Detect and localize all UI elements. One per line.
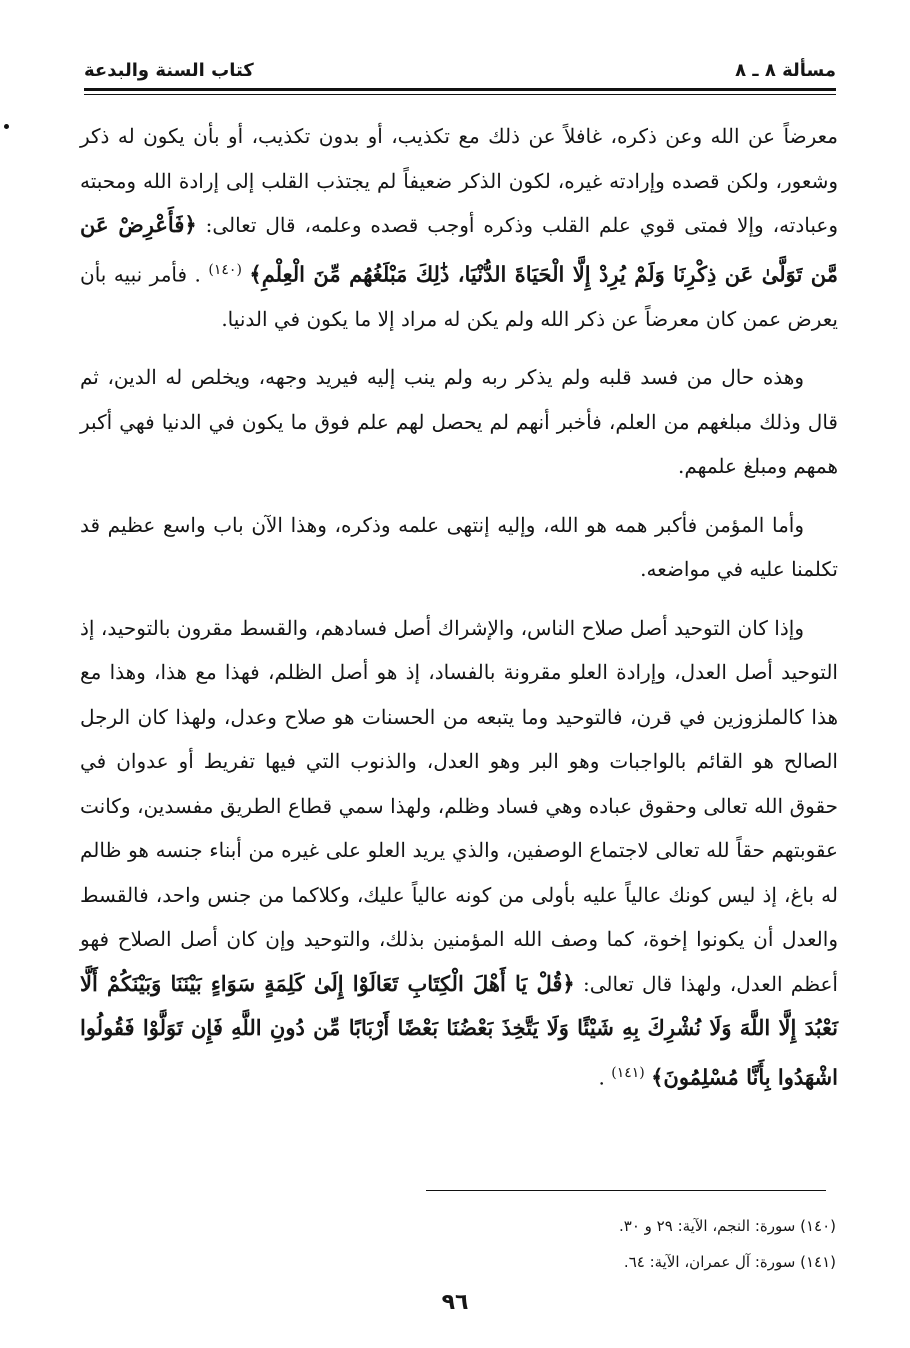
footnote-ref-141: (١٤١) — [611, 1064, 645, 1081]
footnote-separator — [426, 1190, 826, 1191]
paragraph-4-tail: . — [598, 1065, 605, 1090]
main-text — [80, 114, 838, 1114]
quran-verse-1: ﴿فَأَعْرِضْ عَن مَّن تَوَلَّىٰ عَن ذِكْرِنَا وَلَمْ يُرِدْ إِلَّا الْحَيَاةَ الدُّنْيَا، ذَٰلِكَ مَبْلَغُهُم مِّنَ الْعِلْمِ﴾ — [80, 212, 838, 287]
header-rule-thick — [84, 88, 836, 91]
page-number: ٩٦ — [441, 1290, 469, 1315]
paragraph-3: وأما المؤمن فأكبر همه هو الله، وإليه إنتهى علمه وذكره، وهذا الآن باب واسع عظيم قد تكلمنا عليه في مواضعه. — [80, 512, 838, 582]
issue-label: مسألة ٨ ـ ٨ — [735, 60, 836, 81]
footnote-140: (١٤٠) سورة: النجم، الآية: ٢٩ و ٣٠. — [618, 1217, 836, 1235]
paragraph-4 — [80, 606, 838, 1100]
paragraph-1-lead: معرضاً عن الله وعن ذكره، غافلاً عن ذلك مع تكذيب، أو بدون تكذيب، أو بأن يكون له ذكر وشعور، ولكن قصده وإرادته غيره، لكون الذكر ضعيفاً لم يجتذب القلب إلى إرادة الله ومحبته وعبادته، وإلا فمتى قوي علم القلب وذكره أوجب قصده وعلمه، قال تعالى: — [80, 124, 839, 237]
running-header — [84, 56, 836, 90]
book-title: كتاب السنة والبدعة — [84, 60, 254, 81]
paragraph-2: وهذه حال من فسد قلبه ولم يذكر ربه ولم ينب إليه فيريد وجهه، ويخلص له الدين، ثم قال وذلك مبلغهم من العلم، فأخبر أنهم لم يحصل لهم علم فوق ما يكون في الدنيا فهي أكبر همهم ومبلغ علمهم. — [80, 365, 838, 479]
footnote-ref-140: (١٤٠) — [208, 261, 242, 278]
quran-verse-2: ﴿قُلْ يَا أَهْلَ الْكِتَابِ تَعَالَوْا إِلَىٰ كَلِمَةٍ سَوَاءٍ بَيْنَنَا وَبَيْنَكُمْ أَلَّا نَعْبُدَ إِلَّا اللَّهَ وَلَا نُشْرِكَ بِهِ شَيْئًا وَلَا يَتَّخِذَ بَعْضُنَا بَعْضًا أَرْبَابًا مِّن دُونِ اللَّهِ فَإِن تَوَلَّوْا فَقُولُوا اشْهَدُوا بِأَنَّا مُسْلِمُونَ﴾ — [80, 970, 838, 1090]
footnotes — [84, 1208, 836, 1280]
paragraph-1-tail: . فأمر نبيه بأن يعرض عمن كان معرضاً عن ذكر الله ولم يكن له مراد إلا ما يكون في الدنيا. — [80, 262, 838, 331]
margin-mark — [4, 124, 9, 129]
header-rule-thin — [84, 94, 836, 95]
paragraph-4-lead: وإذا كان التوحيد أصل صلاح الناس، والإشراك أصل فسادهم، والقسط مقرون بالتوحيد، إذ التوحيد أصل العدل، وإرادة العلو مقرونة بالفساد، إذ هو أصل الظلم، فهذا مع هذا، وهذا مع هذا كالملزوزين في قرن، فالتوحيد وما يتبعه من الحسنات هو صلاح وعدل، ولهذا كان الرجل الصالح هو القائم بالواجبات وهو البر وهو العدل، والذنوب التي فيها تفريط أو عدوان في حقوق الله تعالى وحقوق عباده وهي فساد وظلم، ولهذا سمي قطاع الطريق مفسدين، وكانت عقوبتهم حقاً لله تعالى لاجتماع الوصفين، والذي يريد العلو على غيره من أبناء جنسه هو ظالم له باغ، إذ ليس كونك عالياً عليه بأولى من كونه عالياً عليك، وكلاكما من جنس واحد، فالقسط والعدل أن يكونوا إخوة، كما وصف الله المؤمنين بذلك، والتوحيد وإن كان أصل الصلاح فهو أعظم العدل، ولهذا قال تعالى: — [80, 615, 838, 996]
paragraph-1 — [80, 114, 838, 341]
footnote-141: (١٤١) سورة: آل عمران، الآية: ٦٤. — [623, 1253, 836, 1271]
